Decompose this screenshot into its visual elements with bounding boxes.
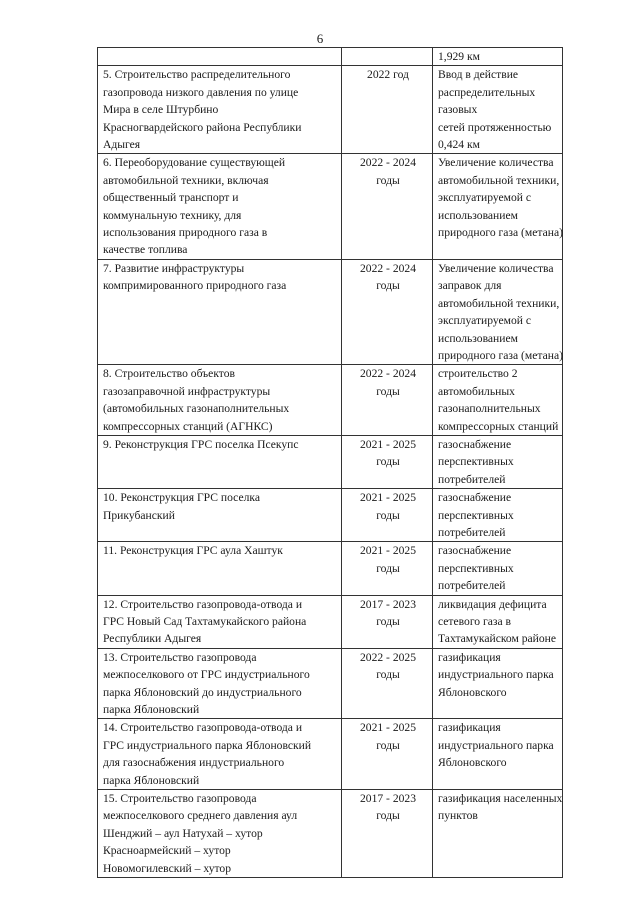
cell-text-line: газификация: [438, 721, 501, 735]
cell-text-line: годы: [376, 738, 400, 752]
cell-text-line: ликвидация дефицита: [438, 597, 547, 611]
table-row: [98, 542, 563, 595]
cell-text-line: индустриального парка: [438, 668, 554, 682]
cell-text-line: сетей протяженностью: [438, 120, 552, 134]
cell-text-line: газоснабжение: [438, 437, 512, 451]
result-cell: [433, 154, 563, 259]
cell-text-line: Республики Адыгея: [103, 632, 202, 646]
measure-name-cell: [98, 542, 342, 595]
cell-text-line: Яблоновского: [438, 685, 507, 699]
period-cell: [342, 542, 433, 595]
cell-text-line: эксплуатируемой с: [438, 314, 532, 328]
cell-text-line: индустриального парка: [438, 738, 554, 752]
period-cell: [342, 259, 433, 364]
cell-text-line: 15. Строительство газопровода: [103, 792, 257, 806]
cell-text-line: Мира в селе Штурбино: [103, 103, 219, 117]
cell-text-line: 2021 - 2025: [359, 437, 417, 451]
cell-text-line: заправок для: [438, 279, 502, 293]
cell-text-line: 8. Строительство объектов: [103, 367, 235, 381]
cell-text-line: (автомобильных газонаполнительных: [103, 402, 290, 416]
cell-text-line: коммунальную технику, для: [103, 208, 242, 222]
cell-text-line: годы: [376, 384, 400, 398]
measure-name-cell: [98, 154, 342, 259]
cell-text-line: 2022 - 2024: [359, 367, 417, 381]
cell-text-line: использования природного газа в: [103, 226, 268, 240]
cell-text-line: 2022 - 2024: [359, 156, 417, 170]
cell-text-line: потребителей: [438, 579, 506, 593]
cell-text-line: 2021 - 2025: [359, 721, 417, 735]
cell-text-line: качестве топлива: [103, 243, 188, 257]
cell-text-line: газовых: [438, 103, 478, 117]
cell-text-line: автомобильной техники,: [438, 173, 560, 187]
cell-text-line: 0,424 км: [438, 138, 480, 152]
cell-text-line: 2021 - 2025: [359, 544, 417, 558]
cell-text-line: потребителей: [438, 525, 506, 539]
cell-text-line: природного газа (метана): [438, 226, 563, 240]
cell-text-line: газоснабжение: [438, 544, 512, 558]
result-cell: [433, 595, 563, 648]
result-cell: [433, 259, 563, 364]
cell-text-line: газоснабжение: [438, 491, 512, 505]
table-row: [98, 365, 563, 436]
measure-name-cell: [98, 48, 342, 66]
measure-name-cell: [98, 435, 342, 488]
measure-name-cell: [98, 648, 342, 719]
cell-text-line: годы: [376, 508, 400, 522]
cell-text-line: межпоселкового среднего давления аул: [103, 809, 298, 823]
cell-text-line: годы: [376, 668, 400, 682]
cell-text-line: 9. Реконструкция ГРС поселка Псекупс: [103, 437, 299, 451]
cell-text-line: 12. Строительство газопровода-отвода и: [103, 597, 303, 611]
table-body: [98, 48, 563, 878]
cell-text-line: газозаправочной инфраструктуры: [103, 384, 271, 398]
cell-text-line: 13. Строительство газопровода: [103, 650, 257, 664]
table-row: [98, 790, 563, 878]
cell-text-line: 11. Реконструкция ГРС аула Хаштук: [103, 544, 283, 558]
cell-text-line: 10. Реконструкция ГРС поселка: [103, 491, 260, 505]
cell-text-line: межпоселкового от ГРС индустриального: [103, 668, 310, 682]
cell-text-line: пунктов: [438, 809, 478, 823]
result-cell: [433, 365, 563, 436]
table-row: [98, 595, 563, 648]
table-row: [98, 648, 563, 719]
cell-text-line: Тахтамукайском районе: [438, 632, 557, 646]
result-cell: [433, 435, 563, 488]
cell-text-line: Шенджий – аул Натухай – хутор: [103, 826, 263, 840]
cell-text-line: годы: [376, 809, 400, 823]
cell-text-line: общественный транспорт и: [103, 191, 239, 205]
cell-text-line: годы: [376, 279, 400, 293]
table-row: [98, 489, 563, 542]
table-row: [98, 154, 563, 259]
cell-text-line: распределительных: [438, 85, 536, 99]
measure-name-cell: [98, 489, 342, 542]
cell-text-line: годы: [376, 615, 400, 628]
cell-text-line: перспективных: [438, 455, 514, 469]
period-cell: [342, 648, 433, 719]
measure-name-cell: [98, 790, 342, 878]
cell-text-line: Прикубанский: [103, 508, 175, 522]
cell-text-line: 2017 - 2023: [359, 597, 417, 611]
period-cell: [342, 489, 433, 542]
cell-text-line: Увеличение количества: [438, 156, 554, 170]
cell-text-line: годы: [376, 455, 400, 469]
result-cell: [433, 719, 563, 790]
period-cell: [342, 365, 433, 436]
period-cell: [342, 48, 433, 66]
table-row: [98, 66, 563, 154]
cell-text-line: ГРС Новый Сад Тахтамукайского района: [103, 615, 307, 628]
cell-text-line: 6. Переоборудование существующей: [103, 156, 286, 170]
measure-name-cell: [98, 259, 342, 364]
cell-text-line: парка Яблоновский: [103, 703, 200, 717]
result-cell: [433, 648, 563, 719]
cell-text-line: автомобильных: [438, 384, 515, 398]
cell-text-line: 1,929 км: [438, 50, 480, 63]
cell-text-line: компримированного природного газа: [103, 279, 287, 293]
cell-text-line: 2022 - 2025: [359, 650, 417, 664]
cell-text-line: перспективных: [438, 508, 514, 522]
cell-text-line: 7. Развитие инфраструктуры: [103, 261, 245, 275]
cell-text-line: газопровода низкого давления по улице: [103, 85, 299, 99]
cell-text-line: Ввод в действие: [438, 68, 519, 82]
cell-text-line: 2017 - 2023: [359, 792, 417, 806]
period-cell: [342, 435, 433, 488]
period-cell: [342, 66, 433, 154]
cell-text-line: использованием: [438, 208, 518, 222]
cell-text-line: ГРС индустриального парка Яблоновский: [103, 738, 312, 752]
cell-text-line: компрессорных станций (АГНКС): [103, 419, 273, 433]
result-cell: [433, 542, 563, 595]
cell-text-line: 2022 год: [367, 68, 409, 82]
cell-text-line: Адыгея: [103, 138, 141, 152]
cell-text-line: годы: [376, 173, 400, 187]
cell-text-line: строительство 2: [438, 367, 518, 381]
cell-text-line: годы: [376, 561, 400, 575]
cell-text-line: 2021 - 2025: [359, 491, 417, 505]
result-cell: [433, 66, 563, 154]
period-cell: [342, 595, 433, 648]
table-row: [98, 435, 563, 488]
measure-name-cell: [98, 66, 342, 154]
cell-text-line: газонаполнительных: [438, 402, 541, 416]
result-cell: [433, 489, 563, 542]
cell-text-line: газификация: [438, 650, 501, 664]
cell-text-line: сетевого газа в: [438, 615, 511, 628]
measure-name-cell: [98, 595, 342, 648]
result-cell: [433, 48, 563, 66]
cell-text-line: автомобильной техники, включая: [103, 173, 269, 187]
cell-text-line: Яблоновского: [438, 756, 507, 770]
page-number: 6: [316, 31, 324, 46]
cell-text-line: компрессорных станций: [438, 419, 559, 433]
cell-text-line: для газоснабжения индустриального: [103, 756, 285, 770]
cell-text-line: Красноармейский – хутор: [103, 844, 231, 858]
cell-text-line: Новомогилевский – хутор: [103, 861, 232, 875]
cell-text-line: потребителей: [438, 472, 506, 486]
period-cell: [342, 154, 433, 259]
result-cell: [433, 790, 563, 878]
cell-text-line: перспективных: [438, 561, 514, 575]
measure-name-cell: [98, 719, 342, 790]
period-cell: [342, 719, 433, 790]
table-row: [98, 259, 563, 364]
cell-text-line: 5. Строительство распределительного: [103, 68, 291, 82]
measures-table: [97, 47, 563, 878]
cell-text-line: Увеличение количества: [438, 261, 554, 275]
cell-text-line: газификация населенных: [438, 792, 563, 806]
cell-text-line: парка Яблоновский: [103, 773, 200, 787]
cell-text-line: природного газа (метана): [438, 348, 563, 362]
table-row: [98, 48, 563, 66]
period-cell: [342, 790, 433, 878]
cell-text-line: автомобильной техники,: [438, 296, 560, 310]
cell-text-line: 14. Строительство газопровода-отвода и: [103, 721, 303, 735]
cell-text-line: 2022 - 2024: [359, 261, 417, 275]
cell-text-line: парка Яблоновский до индустриального: [103, 685, 302, 699]
cell-text-line: использованием: [438, 331, 518, 345]
measure-name-cell: [98, 365, 342, 436]
cell-text-line: эксплуатируемой с: [438, 191, 532, 205]
table-row: [98, 719, 563, 790]
cell-text-line: Красногвардейского района Республики: [103, 120, 302, 134]
